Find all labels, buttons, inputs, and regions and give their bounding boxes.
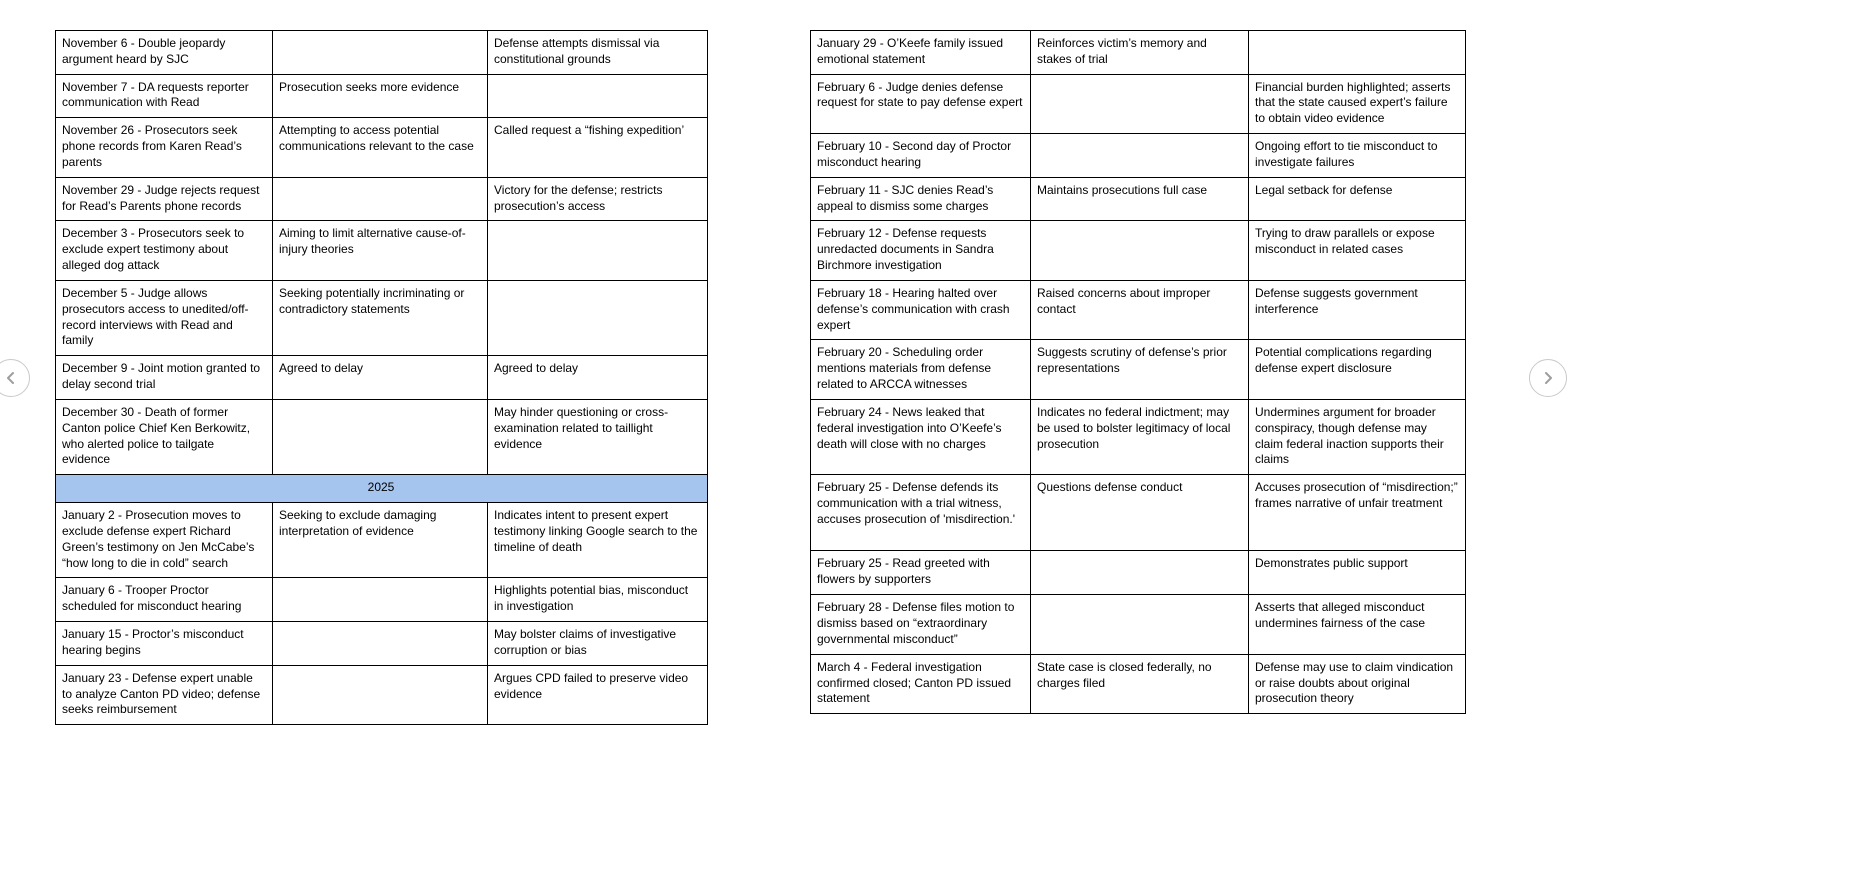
timeline-cell: Maintains prosecutions full case [1031, 177, 1249, 221]
timeline-cell: Suggests scrutiny of defense’s prior representations [1031, 340, 1249, 399]
timeline-cell: February 6 - Judge denies defense request for state to pay defense expert [811, 74, 1031, 133]
timeline-row [56, 503, 708, 578]
timeline-cell: February 28 - Defense files motion to dismiss based on “extraordinary governmental misconduct” [811, 595, 1031, 654]
timeline-cell: Undermines argument for broader conspiracy, though defense may claim federal inaction supports their claims [1249, 399, 1466, 474]
timeline-cell: February 25 - Defense defends its communication with a trial witness, accuses prosecution of 'misdirection.' [811, 475, 1031, 551]
timeline-cell: Aiming to limit alternative cause-of-injury theories [273, 221, 488, 280]
timeline-row [811, 74, 1466, 133]
timeline-cell: February 20 - Scheduling order mentions materials from defense related to ARCCA witnesses [811, 340, 1031, 399]
timeline-cell: Questions defense conduct [1031, 475, 1249, 551]
timeline-cell: Asserts that alleged misconduct undermines fairness of the case [1249, 595, 1466, 654]
timeline-cell: Seeking potentially incriminating or contradictory statements [273, 280, 488, 355]
timeline-row [56, 31, 708, 75]
timeline-cell: Demonstrates public support [1249, 551, 1466, 595]
timeline-cell: Reinforces victim’s memory and stakes of trial [1031, 31, 1249, 75]
timeline-row [56, 665, 708, 724]
timeline-cell: Defense attempts dismissal via constitutional grounds [488, 31, 708, 75]
chevron-left-icon [3, 370, 19, 386]
timeline-cell [1031, 551, 1249, 595]
timeline-row [811, 595, 1466, 654]
timeline-cell: Indicates no federal indictment; may be used to bolster legitimacy of local prosecution [1031, 399, 1249, 474]
timeline-table-right-body [811, 31, 1466, 714]
timeline-cell: Defense may use to claim vindication or raise doubts about original prosecution theory [1249, 654, 1466, 713]
timeline-cell [1031, 595, 1249, 654]
timeline-cell [488, 221, 708, 280]
timeline-row [56, 74, 708, 118]
timeline-row [811, 551, 1466, 595]
timeline-row [56, 221, 708, 280]
timeline-cell: Raised concerns about improper contact [1031, 280, 1249, 339]
timeline-cell: December 3 - Prosecutors seek to exclude expert testimony about alleged dog attack [56, 221, 273, 280]
timeline-cell: January 6 - Trooper Proctor scheduled for misconduct hearing [56, 578, 273, 622]
timeline-cell: May hinder questioning or cross-examination related to taillight evidence [488, 399, 708, 474]
timeline-cell: February 11 - SJC denies Read’s appeal to dismiss some charges [811, 177, 1031, 221]
timeline-row [56, 177, 708, 221]
timeline-cell: Legal setback for defense [1249, 177, 1466, 221]
timeline-row [811, 134, 1466, 178]
timeline-row [56, 118, 708, 177]
timeline-cell: Argues CPD failed to preserve video evidence [488, 665, 708, 724]
timeline-row [811, 340, 1466, 399]
timeline-cell: Called request a “fishing expedition’ [488, 118, 708, 177]
next-page-button[interactable] [1529, 359, 1567, 397]
timeline-row [811, 475, 1466, 551]
timeline-cell: Agreed to delay [488, 356, 708, 400]
timeline-row [56, 280, 708, 355]
timeline-row [811, 654, 1466, 713]
timeline-row [811, 399, 1466, 474]
timeline-cell [273, 665, 488, 724]
timeline-cell: November 26 - Prosecutors seek phone records from Karen Read’s parents [56, 118, 273, 177]
timeline-cell: January 15 - Proctor’s misconduct hearing begins [56, 622, 273, 666]
timeline-row [56, 399, 708, 474]
timeline-cell: Potential complications regarding defense expert disclosure [1249, 340, 1466, 399]
timeline-cell: January 2 - Prosecution moves to exclude defense expert Richard Green’s testimony on Jen McCabe’s “how long to die in cold” search [56, 503, 273, 578]
previous-page-button[interactable] [0, 359, 30, 397]
timeline-cell: February 18 - Hearing halted over defense’s communication with crash expert [811, 280, 1031, 339]
timeline-cell: January 29 - O’Keefe family issued emotional statement [811, 31, 1031, 75]
timeline-cell: Ongoing effort to tie misconduct to investigate failures [1249, 134, 1466, 178]
year-header: 2025 [56, 475, 708, 503]
chevron-right-icon [1540, 370, 1556, 386]
timeline-cell: February 10 - Second day of Proctor misconduct hearing [811, 134, 1031, 178]
timeline-row [56, 578, 708, 622]
timeline-cell: March 4 - Federal investigation confirmed closed; Canton PD issued statement [811, 654, 1031, 713]
year-divider-row [56, 475, 708, 503]
timeline-cell [273, 31, 488, 75]
timeline-row [811, 177, 1466, 221]
timeline-cell: November 6 - Double jeopardy argument heard by SJC [56, 31, 273, 75]
timeline-cell: December 5 - Judge allows prosecutors access to unedited/off-record interviews with Read and family [56, 280, 273, 355]
timeline-cell: Defense suggests government interference [1249, 280, 1466, 339]
timeline-table-right [810, 30, 1466, 714]
timeline-cell: State case is closed federally, no charges filed [1031, 654, 1249, 713]
timeline-cell: November 7 - DA requests reporter communication with Read [56, 74, 273, 118]
timeline-cell: February 12 - Defense requests unredacted documents in Sandra Birchmore investigation [811, 221, 1031, 280]
timeline-cell [1031, 74, 1249, 133]
timeline-table-left-body [56, 31, 708, 725]
timeline-cell: February 25 - Read greeted with flowers by supporters [811, 551, 1031, 595]
timeline-cell [1249, 31, 1466, 75]
timeline-cell: December 30 - Death of former Canton police Chief Ken Berkowitz, who alerted police to tailgate evidence [56, 399, 273, 474]
timeline-row [811, 280, 1466, 339]
timeline-cell: Indicates intent to present expert testimony linking Google search to the timeline of death [488, 503, 708, 578]
timeline-cell: Trying to draw parallels or expose misconduct in related cases [1249, 221, 1466, 280]
timeline-cell [273, 578, 488, 622]
timeline-cell: January 23 - Defense expert unable to analyze Canton PD video; defense seeks reimbursement [56, 665, 273, 724]
timeline-cell: Agreed to delay [273, 356, 488, 400]
timeline-cell [1031, 134, 1249, 178]
timeline-cell: Accuses prosecution of “misdirection;” frames narrative of unfair treatment [1249, 475, 1466, 551]
timeline-cell: May bolster claims of investigative corruption or bias [488, 622, 708, 666]
timeline-cell: Prosecution seeks more evidence [273, 74, 488, 118]
timeline-cell: Attempting to access potential communications relevant to the case [273, 118, 488, 177]
timeline-cell: November 29 - Judge rejects request for Read’s Parents phone records [56, 177, 273, 221]
timeline-cell [273, 177, 488, 221]
timeline-cell [1031, 221, 1249, 280]
timeline-cell: Highlights potential bias, misconduct in investigation [488, 578, 708, 622]
timeline-cell [488, 74, 708, 118]
timeline-row [811, 221, 1466, 280]
timeline-cell: Victory for the defense; restricts prosecution’s access [488, 177, 708, 221]
timeline-cell [273, 399, 488, 474]
timeline-cell [488, 280, 708, 355]
timeline-cell [273, 622, 488, 666]
timeline-row [56, 356, 708, 400]
timeline-cell: Seeking to exclude damaging interpretation of evidence [273, 503, 488, 578]
timeline-table-left [55, 30, 708, 725]
timeline-row [811, 31, 1466, 75]
timeline-cell: February 24 - News leaked that federal investigation into O’Keefe’s death will close with no charges [811, 399, 1031, 474]
timeline-row [56, 622, 708, 666]
timeline-cell: Financial burden highlighted; asserts that the state caused expert’s failure to obtain video evidence [1249, 74, 1466, 133]
timeline-cell: December 9 - Joint motion granted to delay second trial [56, 356, 273, 400]
